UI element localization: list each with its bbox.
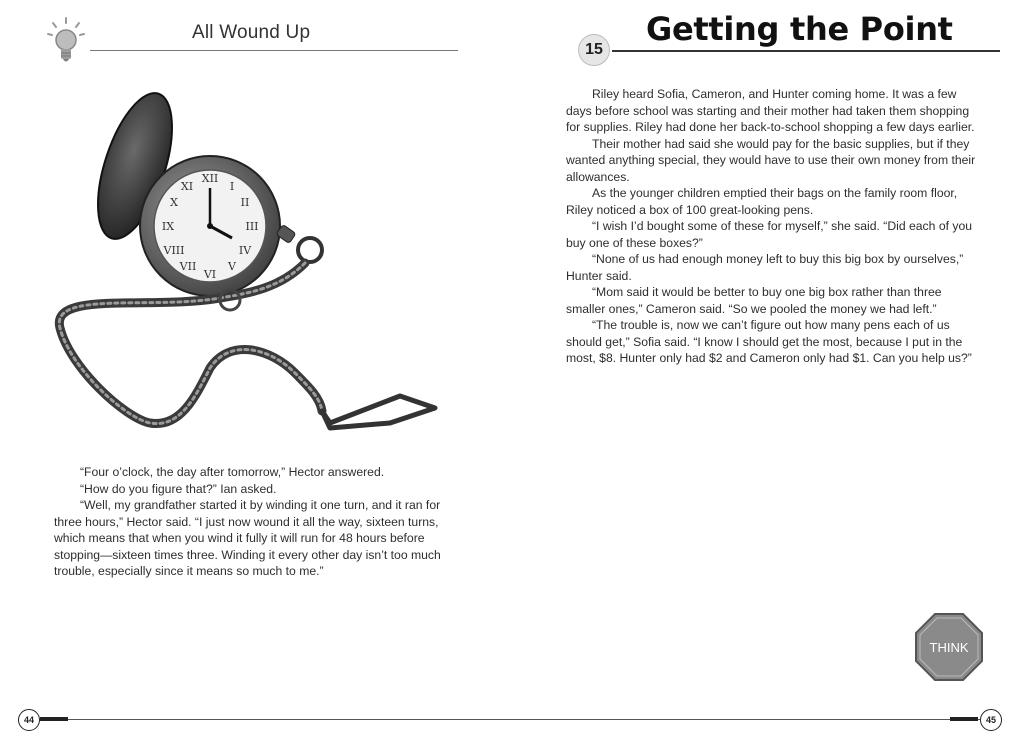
story-paragraph: “Well, my grandfather started it by winding it one turn, and it ran for three hours,” Hector said. “I just now wound it all the way, sixteen turns, which means that when you wind it fully it will run for 48 hours before stopping—sixteen times three. Winding it every other day isn’t too much trouble, especially since it means so much to me.” xyxy=(54,498,441,578)
story-paragraph: “How do you figure that?” Ian asked. xyxy=(80,481,277,496)
puzzle-number-badge: 15 xyxy=(578,34,610,66)
svg-text:XII: XII xyxy=(201,172,219,185)
title-rule xyxy=(612,50,1000,52)
svg-text:X: X xyxy=(170,196,178,209)
header-rule xyxy=(90,50,458,51)
story-paragraph: “Four o’clock, the day after tomorrow,” Hector answered. xyxy=(80,465,385,479)
right-story-text xyxy=(566,86,984,367)
story-paragraph: “I wish I’d bought some of these for myself,” she said. “Did each of you buy one of these boxes?” xyxy=(566,219,973,250)
svg-text:III: III xyxy=(245,220,259,233)
svg-text:VII: VII xyxy=(179,260,197,273)
think-label: THINK xyxy=(929,640,969,655)
svg-text:XI: XI xyxy=(180,180,194,193)
chapter-title: All Wound Up xyxy=(192,22,311,43)
puzzle-title: Getting the Point xyxy=(646,10,953,48)
octagon-sign-icon xyxy=(914,612,984,682)
svg-text:II: II xyxy=(240,196,250,209)
story-paragraph: “None of us had enough money left to buy this big box by ourselves,” Hunter said. xyxy=(566,252,964,283)
svg-text:VI: VI xyxy=(203,268,217,281)
page-number-left: 44 xyxy=(18,709,40,731)
svg-text:VIII: VIII xyxy=(163,244,185,257)
footer-accent-left xyxy=(40,717,68,721)
lightbulb-icon xyxy=(44,16,88,72)
svg-text:IV: IV xyxy=(238,244,252,257)
story-paragraph: “The trouble is, now we can’t figure out how many pens each of us should get,” Sofia said. “I know I should get the most, because I put in the most, $8. Hunter only had $2 and Cameron only had $1. Can you help us?” xyxy=(566,318,972,365)
footer-rule xyxy=(40,719,980,720)
svg-text:IX: IX xyxy=(161,220,175,233)
story-paragraph: “Mom said it would be better to buy one big box rather than three smaller ones,” Cameron said. “So we pooled the money we had left.” xyxy=(566,285,942,316)
svg-text:I: I xyxy=(229,180,235,193)
left-story-text xyxy=(54,464,452,580)
story-paragraph: Riley heard Sofia, Cameron, and Hunter coming home. It was a few days before school was starting and their mother had taken them shopping for supplies. Riley had done her back-to-school shopping a few days earlier. xyxy=(566,87,975,134)
page-number-right: 45 xyxy=(980,709,1002,731)
footer-accent-right xyxy=(950,717,978,721)
pocket-watch-illustration xyxy=(30,78,460,456)
story-paragraph: Their mother had said she would pay for the basic supplies, but if they wanted anything special, they would have to use their own money from their allowances. xyxy=(566,136,976,184)
svg-text:V: V xyxy=(228,260,236,273)
story-paragraph: As the younger children emptied their bags on the family room floor, Riley noticed a box of 100 great-looking pens. xyxy=(566,186,958,217)
